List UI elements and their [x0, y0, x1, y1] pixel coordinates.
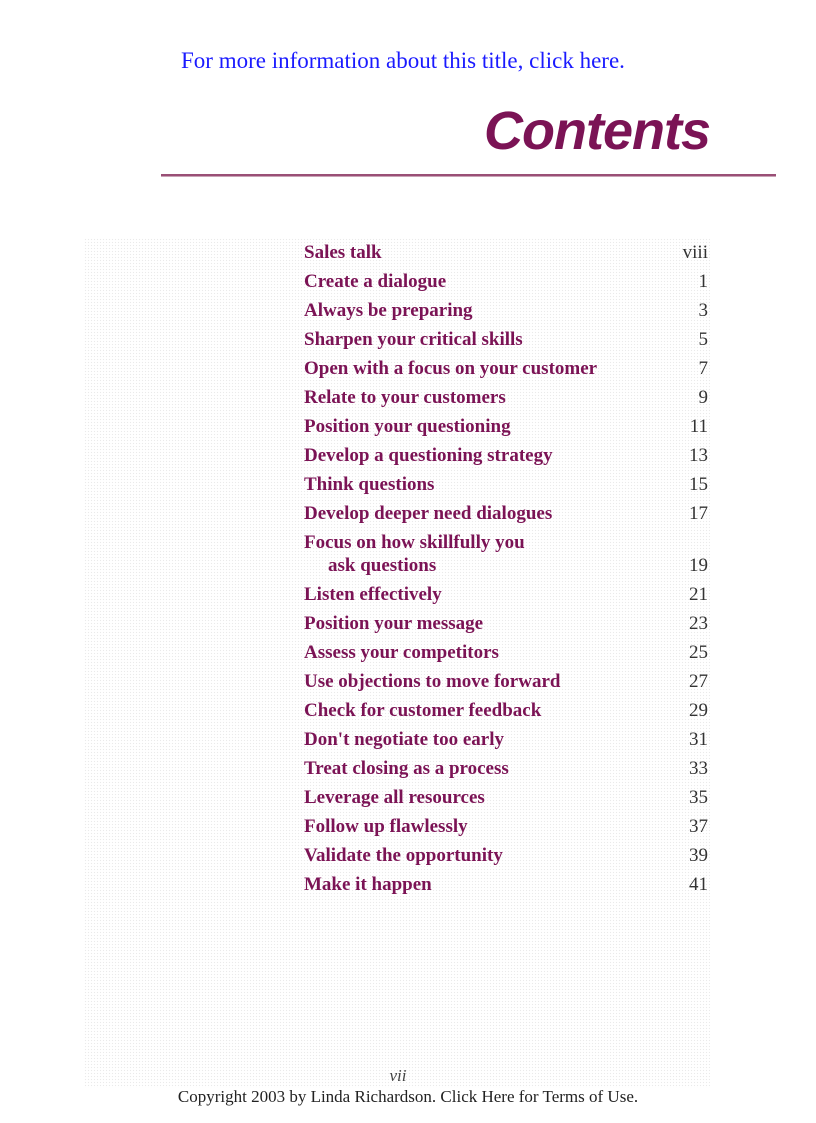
toc-entry-page-number: 19	[689, 555, 708, 576]
toc-entry-title-text: Relate to your customers	[304, 387, 506, 408]
toc-entry-title-text: Use objections to move forward	[304, 671, 561, 692]
toc-entry-title	[304, 444, 553, 467]
toc-entry-page-number: 35	[689, 787, 708, 808]
table-of-contents	[304, 235, 708, 896]
toc-entry[interactable]	[304, 693, 708, 722]
toc-entry-title-text: Check for customer feedback	[304, 700, 542, 721]
toc-entry-title	[304, 357, 597, 380]
toc-entry-page-number: 41	[689, 874, 708, 895]
toc-entry-title-continuation: ask questions	[328, 555, 437, 576]
toc-entry[interactable]	[304, 867, 708, 896]
toc-entry-page-number: 39	[689, 845, 708, 866]
toc-entry[interactable]	[304, 322, 708, 351]
toc-entry-title	[304, 757, 509, 780]
toc-entry-title	[304, 415, 511, 438]
toc-entry-title-text: Assess your competitors	[304, 642, 499, 663]
toc-entry[interactable]	[304, 751, 708, 780]
toc-entry[interactable]	[304, 809, 708, 838]
toc-entry-page-number: 31	[689, 729, 708, 750]
toc-entry[interactable]	[304, 351, 708, 380]
toc-entry-title-text: Treat closing as a process	[304, 758, 509, 779]
toc-entry-title	[304, 473, 434, 496]
toc-entry-page-number: 9	[698, 387, 708, 408]
toc-entry-title-text: Always be preparing	[304, 300, 473, 321]
toc-entry-title	[304, 699, 541, 722]
toc-entry-title-text: Sharpen your critical skills	[304, 329, 523, 350]
toc-entry-title	[304, 583, 442, 606]
toc-entry-title-text: Position your questioning	[304, 416, 511, 437]
page-folio: vii	[389, 1066, 407, 1085]
more-info-link[interactable]: For more information about this title, click here.	[181, 48, 625, 73]
toc-entry[interactable]	[304, 467, 708, 496]
toc-entry-title	[304, 386, 506, 409]
toc-entry-title-text: Develop a questioning strategy	[304, 445, 553, 466]
toc-entry-title-text: Position your message	[304, 613, 484, 634]
toc-entry[interactable]	[304, 606, 708, 635]
toc-entry-page-number: 27	[689, 671, 708, 692]
toc-entry-page-number: 11	[689, 416, 708, 437]
toc-entry-page-number: 23	[689, 613, 708, 634]
toc-entry[interactable]	[304, 780, 708, 809]
toc-entry-page-number: 3	[698, 300, 708, 321]
toc-entry[interactable]	[304, 264, 708, 293]
toc-entry-title	[304, 328, 523, 351]
toc-entry-title-text: Develop deeper need dialogues	[304, 503, 553, 524]
toc-entry-title	[304, 299, 473, 322]
toc-entry-title	[304, 612, 483, 635]
toc-entry-title	[304, 641, 499, 664]
toc-entry[interactable]	[304, 293, 708, 322]
page-title: Contents	[484, 101, 710, 161]
toc-entry-title	[304, 270, 446, 293]
toc-entry-page-number: 33	[689, 758, 708, 779]
toc-entry-title	[304, 670, 560, 693]
toc-entry-page-number: 5	[698, 329, 708, 350]
toc-entry-title-text: Leverage all resources	[304, 787, 485, 808]
toc-entry[interactable]	[304, 722, 708, 751]
toc-entry-title-text: Create a dialogue	[304, 271, 447, 292]
toc-entry[interactable]	[304, 235, 708, 264]
copyright-notice-link[interactable]: Copyright 2003 by Linda Richardson. Click Here for Terms of Use.	[177, 1087, 639, 1106]
toc-entry-title	[304, 844, 503, 867]
toc-entry-title-text: Open with a focus on your customer	[304, 358, 598, 379]
toc-entry-page-number: 29	[689, 700, 708, 721]
toc-entry-title-text: Follow up flawlessly	[304, 816, 468, 837]
title-rule-divider	[161, 174, 776, 177]
toc-entry-page-number: 7	[698, 358, 708, 379]
toc-entry-title	[304, 815, 468, 838]
toc-entry-title-text: Think questions	[304, 474, 435, 495]
toc-entry-title	[304, 786, 485, 809]
toc-entry-title-text: Focus on how skillfully you	[304, 532, 525, 553]
toc-entry[interactable]	[304, 438, 708, 467]
toc-entry-title-text: Don't negotiate too early	[304, 729, 504, 750]
toc-entry-title-text: Make it happen	[304, 874, 432, 895]
toc-entry-page-number: 17	[689, 503, 708, 524]
toc-entry[interactable]	[304, 664, 708, 693]
toc-entry[interactable]	[304, 380, 708, 409]
toc-entry-title	[304, 531, 525, 577]
toc-entry-page-number: 13	[689, 445, 708, 466]
toc-entry-title	[304, 728, 504, 751]
toc-entry-page-number: 37	[689, 816, 708, 837]
toc-entry-title	[304, 873, 432, 896]
toc-entry[interactable]	[304, 838, 708, 867]
toc-entry[interactable]	[304, 635, 708, 664]
toc-entry[interactable]	[304, 409, 708, 438]
toc-entry[interactable]	[304, 525, 708, 577]
toc-entry-title	[304, 502, 552, 525]
toc-entry-page-number: viii	[682, 242, 708, 263]
toc-entry-page-number: 15	[689, 474, 708, 495]
toc-entry-page-number: 1	[698, 271, 708, 292]
toc-entry[interactable]	[304, 577, 708, 606]
toc-entry-page-number: 21	[689, 584, 708, 605]
toc-entry[interactable]	[304, 496, 708, 525]
toc-entry-page-number: 25	[689, 642, 708, 663]
toc-entry-title-text: Sales talk	[304, 242, 382, 263]
toc-entry-title-text: Listen effectively	[304, 584, 442, 605]
toc-entry-title	[304, 241, 382, 264]
toc-entry-title-text: Validate the opportunity	[304, 845, 503, 866]
